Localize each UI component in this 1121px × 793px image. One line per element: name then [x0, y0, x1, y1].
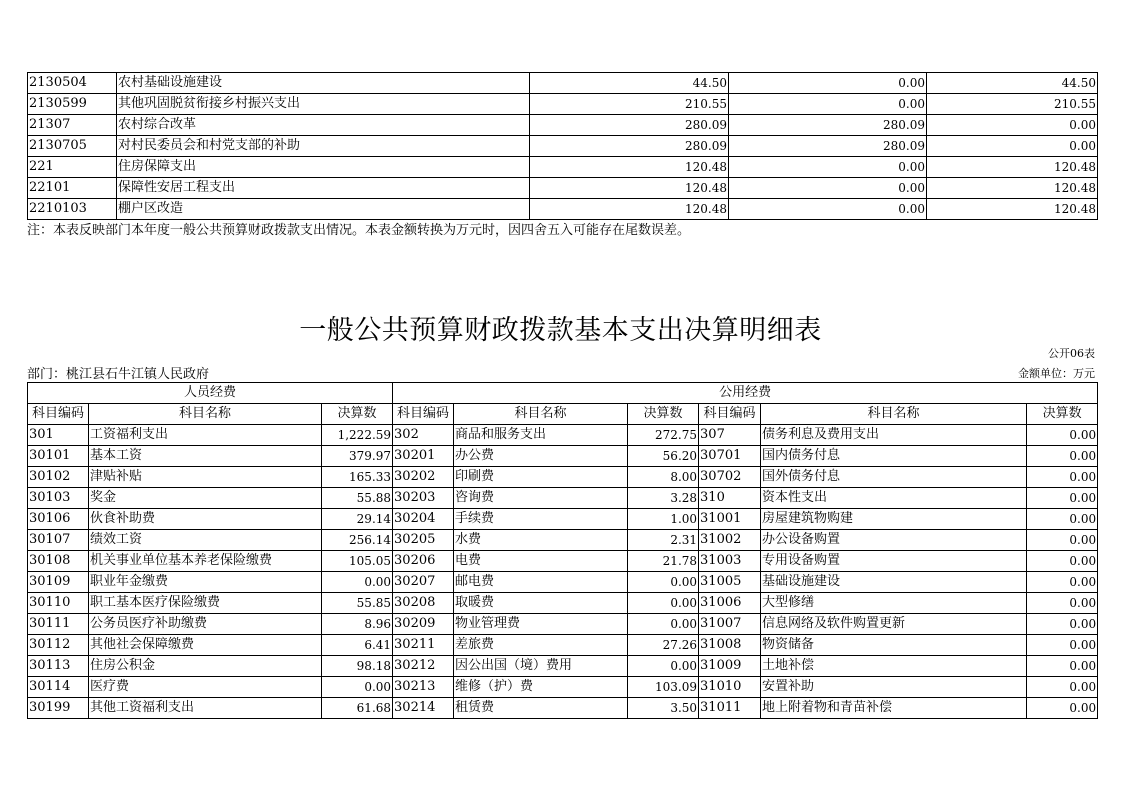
cell-b: 0.00 [729, 178, 927, 199]
table-code: 公开06表 [1048, 347, 1095, 360]
cell-code: 2130705 [28, 136, 117, 157]
cell-v2: 56.20 [628, 446, 699, 467]
cell-c2: 302 [393, 425, 454, 446]
col-code-1: 科目编码 [28, 404, 89, 425]
cell-v3: 0.00 [1027, 677, 1098, 698]
cell-v1: 1,222.59 [322, 425, 393, 446]
cell-b: 0.00 [729, 157, 927, 178]
cell-c2: 30212 [393, 656, 454, 677]
page-title: 一般公共预算财政拨款基本支出决算明细表 [299, 315, 822, 346]
cell-b: 0.00 [729, 199, 927, 220]
table-row [28, 698, 1098, 719]
cell-n1: 基本工资 [89, 446, 322, 467]
table-row [28, 178, 1098, 199]
cell-v1: 256.14 [322, 530, 393, 551]
cell-c1: 30108 [28, 551, 89, 572]
cell-v2: 0.00 [628, 614, 699, 635]
cell-n2: 水费 [454, 530, 628, 551]
cell-n3: 安置补助 [761, 677, 1027, 698]
cell-c2: 30209 [393, 614, 454, 635]
cell-n3: 专用设备购置 [761, 551, 1027, 572]
cell-v2: 3.28 [628, 488, 699, 509]
cell-code: 2130599 [28, 94, 117, 115]
cell-c1: 301 [28, 425, 89, 446]
cell-name: 棚户区改造 [117, 199, 530, 220]
cell-c1: 30102 [28, 467, 89, 488]
cell-v1: 98.18 [322, 656, 393, 677]
table-row [28, 136, 1098, 157]
cell-v2: 21.78 [628, 551, 699, 572]
cell-v2: 103.09 [628, 677, 699, 698]
cell-n2: 邮电费 [454, 572, 628, 593]
cell-v3: 0.00 [1027, 656, 1098, 677]
table-row [28, 199, 1098, 220]
table-row [28, 94, 1098, 115]
cell-v3: 0.00 [1027, 635, 1098, 656]
cell-c1: 30111 [28, 614, 89, 635]
cell-c2: 30213 [393, 677, 454, 698]
cell-v1: 379.97 [322, 446, 393, 467]
cell-c3: 31003 [699, 551, 761, 572]
cell-n1: 住房公积金 [89, 656, 322, 677]
col-amount-1: 决算数 [322, 404, 393, 425]
cell-c1: 30114 [28, 677, 89, 698]
cell-c2: 30207 [393, 572, 454, 593]
cell-v1: 55.88 [322, 488, 393, 509]
cell-a: 280.09 [530, 115, 729, 136]
cell-b: 0.00 [729, 94, 927, 115]
cell-n3: 国内债务付息 [761, 446, 1027, 467]
cell-a: 280.09 [530, 136, 729, 157]
cell-n2: 印刷费 [454, 467, 628, 488]
cell-n1: 其他工资福利支出 [89, 698, 322, 719]
cell-v2: 272.75 [628, 425, 699, 446]
cell-c3: 31009 [699, 656, 761, 677]
cell-c2: 30202 [393, 467, 454, 488]
cell-n2: 办公费 [454, 446, 628, 467]
cell-v1: 61.68 [322, 698, 393, 719]
col-code-2: 科目编码 [393, 404, 454, 425]
cell-v1: 6.41 [322, 635, 393, 656]
cell-c1: 30199 [28, 698, 89, 719]
cell-a: 120.48 [530, 157, 729, 178]
cell-a: 44.50 [530, 73, 729, 94]
cell-b: 0.00 [729, 73, 927, 94]
cell-v3: 0.00 [1027, 593, 1098, 614]
cell-c3: 31011 [699, 698, 761, 719]
table-row [28, 115, 1098, 136]
cell-c1: 30109 [28, 572, 89, 593]
cell-c1: 30106 [28, 509, 89, 530]
cell-n2: 电费 [454, 551, 628, 572]
table-row [28, 551, 1098, 572]
cell-c: 120.48 [927, 199, 1098, 220]
cell-name: 住房保障支出 [117, 157, 530, 178]
cell-c3: 31008 [699, 635, 761, 656]
cell-v2: 0.00 [628, 572, 699, 593]
table-row [28, 157, 1098, 178]
cell-c3: 31010 [699, 677, 761, 698]
cell-n2: 租赁费 [454, 698, 628, 719]
table-row [28, 614, 1098, 635]
cell-c1: 30110 [28, 593, 89, 614]
cell-n2: 商品和服务支出 [454, 425, 628, 446]
cell-v3: 0.00 [1027, 572, 1098, 593]
cell-c2: 30205 [393, 530, 454, 551]
cell-code: 21307 [28, 115, 117, 136]
cell-n1: 职业年金缴费 [89, 572, 322, 593]
table-row [28, 593, 1098, 614]
cell-n1: 职工基本医疗保险缴费 [89, 593, 322, 614]
public-header: 公用经费 [393, 383, 1098, 404]
cell-v1: 29.14 [322, 509, 393, 530]
cell-c3: 310 [699, 488, 761, 509]
cell-c: 44.50 [927, 73, 1098, 94]
cell-n2: 差旅费 [454, 635, 628, 656]
amount-unit-label: 金额单位：万元 [1018, 367, 1095, 380]
cell-v2: 0.00 [628, 593, 699, 614]
table-row [28, 656, 1098, 677]
cell-b: 280.09 [729, 115, 927, 136]
cell-v1: 0.00 [322, 677, 393, 698]
cell-c2: 30203 [393, 488, 454, 509]
cell-c: 120.48 [927, 178, 1098, 199]
column-header-row [28, 404, 1098, 425]
cell-n3: 地上附着物和青苗补偿 [761, 698, 1027, 719]
cell-c1: 30101 [28, 446, 89, 467]
cell-c: 210.55 [927, 94, 1098, 115]
table-row [28, 635, 1098, 656]
cell-c1: 30107 [28, 530, 89, 551]
cell-name: 对村民委员会和村党支部的补助 [117, 136, 530, 157]
table-row [28, 509, 1098, 530]
cell-n2: 维修（护）费 [454, 677, 628, 698]
cell-c2: 30206 [393, 551, 454, 572]
cell-v3: 0.00 [1027, 509, 1098, 530]
col-name-3: 科目名称 [761, 404, 1027, 425]
cell-c3: 30701 [699, 446, 761, 467]
cell-n3: 土地补偿 [761, 656, 1027, 677]
cell-c2: 30214 [393, 698, 454, 719]
cell-v2: 2.31 [628, 530, 699, 551]
cell-n2: 物业管理费 [454, 614, 628, 635]
cell-v3: 0.00 [1027, 467, 1098, 488]
col-name-2: 科目名称 [454, 404, 628, 425]
table-row [28, 73, 1098, 94]
cell-v3: 0.00 [1027, 551, 1098, 572]
cell-n2: 取暖费 [454, 593, 628, 614]
cell-v3: 0.00 [1027, 530, 1098, 551]
cell-n3: 资本性支出 [761, 488, 1027, 509]
cell-n1: 津贴补贴 [89, 467, 322, 488]
cell-n1: 公务员医疗补助缴费 [89, 614, 322, 635]
cell-code: 2210103 [28, 199, 117, 220]
cell-v2: 0.00 [628, 656, 699, 677]
cell-v2: 27.26 [628, 635, 699, 656]
col-name-1: 科目名称 [89, 404, 322, 425]
cell-c2: 30204 [393, 509, 454, 530]
table-row [28, 446, 1098, 467]
cell-c1: 30113 [28, 656, 89, 677]
cell-code: 221 [28, 157, 117, 178]
cell-n1: 其他社会保障缴费 [89, 635, 322, 656]
table-note: 注：本表反映部门本年度一般公共预算财政拨款支出情况。本表金额转换为万元时，因四舍五入可能存在尾数误差。 [27, 223, 691, 238]
cell-c3: 31005 [699, 572, 761, 593]
cell-n3: 信息网络及软件购置更新 [761, 614, 1027, 635]
cell-n2: 手续费 [454, 509, 628, 530]
expenditure-detail-table [27, 382, 1098, 719]
personnel-header: 人员经费 [28, 383, 393, 404]
cell-name: 农村基础设施建设 [117, 73, 530, 94]
cell-a: 120.48 [530, 199, 729, 220]
cell-n3: 国外债务付息 [761, 467, 1027, 488]
cell-v3: 0.00 [1027, 446, 1098, 467]
cell-v1: 105.05 [322, 551, 393, 572]
table-row [28, 530, 1098, 551]
cell-n3: 物资储备 [761, 635, 1027, 656]
department-label: 部门：桃江县石牛江镇人民政府 [27, 367, 210, 382]
cell-v1: 55.85 [322, 593, 393, 614]
cell-n1: 工资福利支出 [89, 425, 322, 446]
cell-c1: 30112 [28, 635, 89, 656]
cell-c3: 31001 [699, 509, 761, 530]
cell-code: 2130504 [28, 73, 117, 94]
group-header-row [28, 383, 1098, 404]
continuation-table [27, 72, 1098, 220]
cell-c3: 31007 [699, 614, 761, 635]
table-row [28, 677, 1098, 698]
cell-c3: 307 [699, 425, 761, 446]
col-amount-2: 决算数 [628, 404, 699, 425]
cell-v2: 3.50 [628, 698, 699, 719]
cell-name: 保障性安居工程支出 [117, 178, 530, 199]
cell-a: 120.48 [530, 178, 729, 199]
col-code-3: 科目编码 [699, 404, 761, 425]
cell-c: 0.00 [927, 115, 1098, 136]
cell-v3: 0.00 [1027, 698, 1098, 719]
cell-c2: 30208 [393, 593, 454, 614]
cell-c1: 30103 [28, 488, 89, 509]
cell-n3: 房屋建筑物购建 [761, 509, 1027, 530]
table-row [28, 425, 1098, 446]
cell-c3: 31002 [699, 530, 761, 551]
cell-n1: 医疗费 [89, 677, 322, 698]
cell-v3: 0.00 [1027, 425, 1098, 446]
table-row [28, 467, 1098, 488]
cell-n1: 伙食补助费 [89, 509, 322, 530]
cell-v1: 165.33 [322, 467, 393, 488]
table-row [28, 572, 1098, 593]
cell-n1: 绩效工资 [89, 530, 322, 551]
cell-name: 农村综合改革 [117, 115, 530, 136]
cell-n1: 奖金 [89, 488, 322, 509]
cell-v3: 0.00 [1027, 614, 1098, 635]
cell-n3: 办公设备购置 [761, 530, 1027, 551]
cell-c: 120.48 [927, 157, 1098, 178]
cell-code: 22101 [28, 178, 117, 199]
cell-c2: 30201 [393, 446, 454, 467]
cell-n3: 大型修缮 [761, 593, 1027, 614]
cell-v2: 8.00 [628, 467, 699, 488]
cell-name: 其他巩固脱贫衔接乡村振兴支出 [117, 94, 530, 115]
cell-c2: 30211 [393, 635, 454, 656]
cell-b: 280.09 [729, 136, 927, 157]
cell-v1: 0.00 [322, 572, 393, 593]
cell-v3: 0.00 [1027, 488, 1098, 509]
cell-n2: 咨询费 [454, 488, 628, 509]
cell-n3: 债务利息及费用支出 [761, 425, 1027, 446]
cell-n2: 因公出国（境）费用 [454, 656, 628, 677]
cell-v2: 1.00 [628, 509, 699, 530]
cell-v1: 8.96 [322, 614, 393, 635]
cell-c3: 31006 [699, 593, 761, 614]
cell-a: 210.55 [530, 94, 729, 115]
col-amount-3: 决算数 [1027, 404, 1098, 425]
table-row [28, 488, 1098, 509]
cell-n1: 机关事业单位基本养老保险缴费 [89, 551, 322, 572]
cell-c3: 30702 [699, 467, 761, 488]
cell-n3: 基础设施建设 [761, 572, 1027, 593]
cell-c: 0.00 [927, 136, 1098, 157]
